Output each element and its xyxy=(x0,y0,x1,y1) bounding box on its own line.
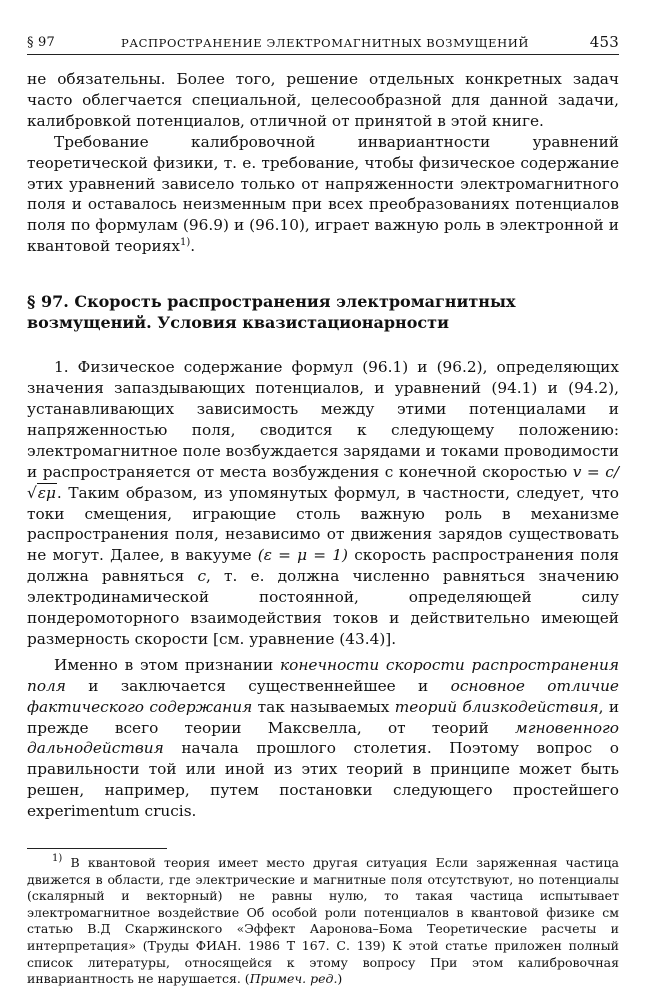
text-part: так называемых xyxy=(252,697,395,716)
running-head-title: РАСПРОСТРАНЕНИЕ ЭЛЕКТРОМАГНИТНЫХ ВОЗМУЩЕНИЙ xyxy=(121,36,529,50)
text-part: 1. Физическое содержание формул (96.1) и (96.2), определяющих значения запаздывающих потенциалов, и уравнений (94.1) и (94.2), устанавливающих зависимость между этими потенциалами и напряженностью поля, сводится к следующему положению: электромагнитное поле возбуждается зарядами и токами проводимости и распространяется от места возбуждения с конечной скоростью xyxy=(27,358,619,481)
emphasis: основное отличие фактического содержания xyxy=(27,676,619,716)
emphasis: конечности скорости распространения поля xyxy=(27,655,619,695)
section-heading-line2: возмущений. Условия квазистационарности xyxy=(27,313,449,333)
text-part: Именно в этом признании xyxy=(54,655,280,674)
footnote-close: ) xyxy=(337,971,343,987)
footnotes xyxy=(27,848,619,988)
emphasis: мгновенного дальнодействия xyxy=(27,718,619,758)
page-number: 453 xyxy=(589,33,619,51)
header-rule xyxy=(27,54,619,55)
section-heading-line1: § 97. Скорость распространения электромагнитных xyxy=(27,292,516,312)
paragraph-gauge-invariance xyxy=(27,132,619,257)
editor-note: Примеч. ред. xyxy=(249,971,338,987)
formula-vacuum: (ε = μ = 1) xyxy=(257,546,349,565)
main-text xyxy=(27,69,619,822)
text-part: . Таким образом, из упомянутых формул, в частности, следует, что токи смещения, играющие столь важную роль в механизме распространения поля, независимо от движения зарядов существовать не могут. Далее, в вакууме xyxy=(27,483,619,565)
running-head xyxy=(27,30,619,52)
paragraph-text: Требование калибровочной инвариантности уравнений теоретической физики, т. е. требование, чтобы физическое содержание этих уравнений зависело только от напряженности электромагнитного поля и оставалось неизменным при всех преобразованиях потенциалов поля по формулам (96.9) и (96.10), играет важную роль в электронной и квантовой теориях xyxy=(27,132,619,256)
text-part: , т. е. должна численно равняться значению электродинамической постоянной, определяющей силу пондеромоторного взаимодействия токов и действительно имеющей размерность скорости [см. уравнение (43.4)]. xyxy=(27,567,619,648)
running-head-section: § 97 xyxy=(27,35,55,50)
section-heading xyxy=(27,291,619,333)
emphasis: теорий близкодействия xyxy=(394,697,599,716)
symbol-c: c xyxy=(197,567,207,586)
paragraph-continued: не обязательны. Более того, решение отдельных конкретных задач часто облегчается специальной, целесообразной для данной задачи, калибровкой потенциалов, отличной от принятой в этой книге. xyxy=(27,70,619,130)
book-page xyxy=(27,30,619,988)
text-part: начала прошлого столетия. Поэтому вопрос о правильности той или иной из этих теорий в принципе может быть решен, например, путем постановки следующего простейшего experimentum crucis. xyxy=(27,739,619,821)
footnote-separator xyxy=(27,848,167,849)
formula-lhs: v = c/ xyxy=(572,462,619,481)
footnote-mark: 1) xyxy=(52,853,63,865)
paragraph-finite-speed xyxy=(27,655,619,822)
paragraph-tail: . xyxy=(190,237,196,256)
footnote-1 xyxy=(27,855,619,988)
text-part: скорость распространения поля должна равняться xyxy=(27,546,619,586)
formula-sqrt: εμ xyxy=(37,483,56,502)
text-part: и заключается существеннейшее и xyxy=(65,676,451,695)
formula-velocity: v = c/√εμ xyxy=(27,462,619,502)
paragraph-propagation xyxy=(27,357,619,650)
footnote-text: В квантовой теория имеет место другая ситуация Если заряженная частица движется в области, где электрические и магнитные поля отсутствуют, но потенциалы (скалярный и векторный) не равны нулю, то такая частица испытывает электромагнитное воздействие Об особой роли потенциалов в квантовой физике см статью В.Д Скаржинского «Эффект Ааронова–Бома Теоретические расчеты и интерпретация» (Труды ФИАН. 1986 Т 167. С. 139) К этой статье приложен полный список литературы, относящейся к этому вопросу При этом калибровочная инвариантность не нарушается. ( xyxy=(27,855,619,987)
text-part: , и прежде всего теории Максвелла, от теорий xyxy=(27,697,620,737)
footnote-ref[interactable]: 1) xyxy=(180,237,191,249)
